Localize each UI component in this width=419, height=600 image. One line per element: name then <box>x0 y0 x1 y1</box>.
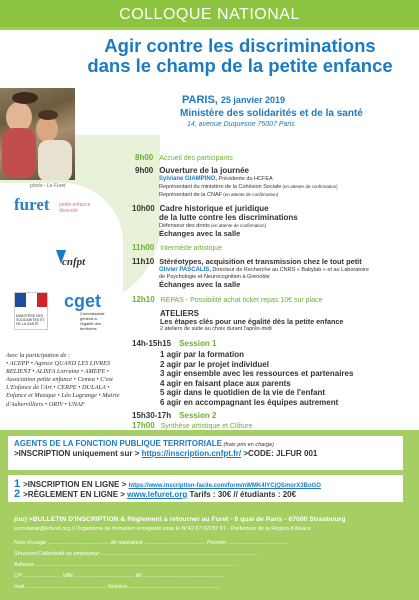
step-number: 2 <box>14 488 21 500</box>
cget-logo <box>64 291 114 331</box>
online-payment-line <box>14 488 296 500</box>
confirmation-note: (en attente de confirmation) <box>209 223 267 228</box>
step-number: 1 <box>14 478 21 490</box>
event-address: 14, avenue Duquesne 75007 Paris <box>187 121 295 128</box>
confirmation-note: (en attente de confirmation) <box>281 184 338 189</box>
form-field-mail[interactable]: mail ..................................................... fonction ........................................................... <box>14 584 220 590</box>
tarifs: Tarifs : 30€ // étudiants : 20€ <box>187 490 297 499</box>
furet-logo-sub: petite enfance diversité <box>59 202 91 214</box>
event-day: 25 janvier 2019 <box>220 95 285 105</box>
ateliers-title: ATELIERS <box>160 309 199 318</box>
children-photo <box>0 88 75 180</box>
online-payment-prefix: >RÈGLEMENT EN LIGNE > <box>23 490 128 499</box>
agents-note: (frais pris en charge) <box>222 442 274 448</box>
colloque-label: COLLOQUE NATIONAL <box>119 6 300 23</box>
secretariat-line: secretariat@lefuret.org // Organisme de formation enregistré sous le N°42 67 02787 67 - Préfecture de la Région d'Alsace <box>14 526 311 532</box>
echanges-label: Échanges avec la salle <box>159 280 241 289</box>
page-title <box>40 36 419 76</box>
speaker-role: Représentant de la CNAF <box>159 192 222 198</box>
title-line-2: dans le champ de la petite enfance <box>87 55 393 76</box>
photo-credit: photo - Le Furet <box>30 183 66 189</box>
program-time: 8h00 <box>135 153 154 162</box>
bulletin-or: (ou) <box>14 516 29 523</box>
speaker-name: Olivier PASCALIS, <box>159 267 211 273</box>
session-2-header <box>132 412 216 421</box>
bulletin-heading <box>14 516 346 523</box>
partners-title: Avec la participation de : <box>6 352 71 359</box>
bulletin-text: >BULLETIN D'INSCRIPTION & Règlement à retourner au Furet - 6 quai de Paris - 67000 Strasbourg <box>28 516 346 523</box>
program-time: 14h-15h15 <box>132 339 172 348</box>
inscription-code: >CODE: JLFUR 001 <box>241 449 318 458</box>
atelier-item: 1 agir par la formation <box>160 350 245 359</box>
event-venue: Ministère des solidarités et de la santé <box>180 108 363 119</box>
speaker-role: Défenseur des droits <box>159 223 210 229</box>
cnfpt-inscription-link[interactable]: https://inscription.cnfpt.fr/ <box>141 449 242 458</box>
french-flag-icon <box>15 293 47 307</box>
agents-label: AGENTS DE LA FONCTION PUBLIQUE TERRITORIALE <box>14 439 223 448</box>
session-label: Session 1 <box>179 339 217 348</box>
program-time: 17h00 <box>132 421 155 430</box>
program-text: Accueil des participants <box>159 155 233 162</box>
inscription-prefix: >INSCRIPTION uniquement sur > <box>14 449 142 458</box>
atelier-item: 3 agir ensemble avec les ressources et partenaires <box>160 369 354 378</box>
program-item-0900 <box>135 167 415 199</box>
program-time: 11h00 <box>132 243 155 252</box>
online-inscription-prefix: >INSCRIPTION EN LIGNE > <box>23 480 129 489</box>
session-label: Session 2 <box>179 411 217 420</box>
republique-francaise-logo <box>14 292 48 330</box>
partners-list: • ACEPP • Agence QUAND LES LIVRES RELIENT • ALISFA Lorraine • AMEPE • Association petite enfance • Cemea • C'est L'Enfance de l'Art • CERPE • DULALA • Enfance et Musique • Léo Lagrange • Mairie d'Aubervilliers • ORIV • UNAF <box>6 360 120 408</box>
ateliers-note: 2 ateliers de suite au choix durant l'après-midi <box>160 326 272 332</box>
furet-logo <box>14 195 104 219</box>
cget-logo-sub: Commissariat général à l'égalité des territoires <box>80 311 105 331</box>
program-title: Cadre historique et juridique <box>159 204 269 213</box>
program-title: Ouverture de la journée <box>159 166 249 175</box>
program-item-1000 <box>132 205 412 238</box>
speaker-role: Représentant du ministère de la Cohésion Sociale <box>159 184 282 190</box>
confirmation-note: (en attente de confirmation) <box>221 192 279 197</box>
event-city: PARIS, <box>182 94 218 106</box>
ateliers-subtitle: Les étapes clés pour une égalité dès la petite enfance <box>160 317 344 326</box>
event-date <box>182 94 285 106</box>
form-field-cp-ville[interactable]: CP ......................... Ville ....................................... tél ..................................................... <box>14 573 224 579</box>
rf-logo-text: MINISTÈRE DES SOLIDARITÉS ET DE LA SANTÉ <box>16 314 45 326</box>
cget-logo-word: cget <box>64 291 102 311</box>
ateliers-list <box>160 350 419 407</box>
program-time: 9h00 <box>135 166 154 175</box>
speaker-role: Présidente du HCFEA <box>217 176 273 182</box>
atelier-item: 6 agir en accompagnant les équipes autrement <box>160 397 339 407</box>
session-1-header <box>132 340 216 349</box>
program-item-1100 <box>132 244 222 253</box>
cnfpt-logo <box>62 252 98 276</box>
cnfpt-logo-word: cnfpt <box>62 256 86 268</box>
program-text: Synthèse artistique et Clôture <box>160 423 253 430</box>
echanges-label: Échanges avec la salle <box>159 229 241 238</box>
speaker-role: de Psychologie et Neurocognition à Grenoble <box>159 274 270 280</box>
ateliers-block <box>160 310 419 333</box>
program-title: Stéréotypes, acquisition et transmission chez le tout petit <box>159 257 362 266</box>
agents-inscription <box>14 449 317 458</box>
title-line-1: Agir contre les discriminations <box>104 35 376 56</box>
program-text: Intermède artistique <box>160 245 223 252</box>
agents-heading <box>14 439 274 448</box>
program-title-2: de la lutte contre les discriminations <box>159 213 298 222</box>
cnfpt-mark-icon <box>54 248 68 266</box>
program-item-0800 <box>135 154 233 163</box>
program-time: 11h10 <box>132 257 155 266</box>
form-field-nom[interactable]: Nom d'usage ........................................ de naissance ........................................ Prénom ....................................... <box>14 540 288 546</box>
furet-logo-word: furet <box>14 195 50 214</box>
form-field-structure[interactable]: Structure/Collectivité ou employeur ....................................................................................................... <box>14 551 259 557</box>
program-item-1210 <box>132 296 322 305</box>
lefuret-link[interactable]: www.lefuret.org <box>127 490 188 499</box>
program-item-1110 <box>132 258 417 289</box>
program-time: 12h10 <box>132 295 155 304</box>
program-time: 15h30-17h <box>132 411 172 420</box>
form-field-adresse[interactable]: Adresse ................................................................................................................................... <box>14 562 236 568</box>
program-text: REPAS - Possibilité achat ticket repas 10€ sur place <box>160 297 323 304</box>
speaker-name: Sylviane GIAMPINO, <box>159 176 218 182</box>
inscription-facile-link[interactable]: https://www.inscription-facile.com/form/nWMK4lYCjQSmorX3BoGO <box>128 483 321 489</box>
speaker-role: Directeur de Recherche au CNRS « Babylab » et au Laboratoire <box>210 267 369 273</box>
atelier-item: 5 agir dans le quotidien de la vie de l'enfant <box>160 388 326 397</box>
atelier-item: 4 agir en faisant place aux parents <box>160 378 291 388</box>
atelier-item: 2 agir par le projet individuel <box>160 359 269 369</box>
program-time: 10h00 <box>132 204 155 213</box>
partners-block <box>6 352 126 409</box>
